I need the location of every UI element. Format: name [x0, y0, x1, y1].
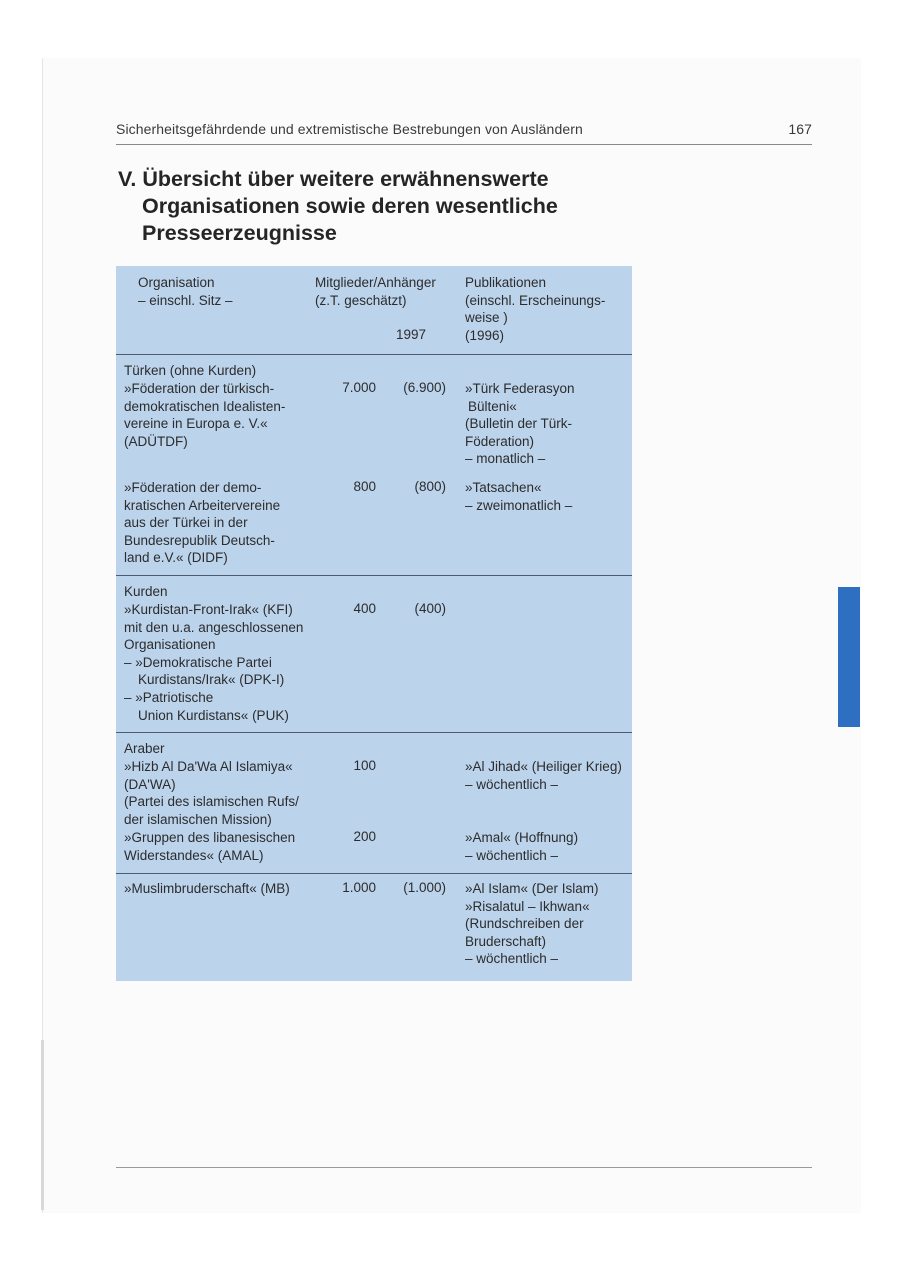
pub-adutdf: [465, 380, 575, 468]
org-kfi: [124, 601, 303, 724]
org-dawa: [124, 758, 299, 828]
members-1997: 7.000: [342, 380, 376, 395]
pub-line: »Al Islam« (Der Islam): [465, 881, 599, 896]
pub-didf: [465, 479, 572, 514]
header-col3-line: (1996): [465, 327, 505, 343]
pub-dawa: [465, 758, 622, 793]
pub-line: »Al Jihad« (Heiliger Krieg): [465, 759, 622, 774]
header-col1-line: Organisation: [138, 275, 215, 290]
pub-line: – zweimonatlich –: [465, 497, 573, 513]
table-rule-mb: [116, 873, 632, 874]
org-line: – »Demokratische Partei: [124, 654, 272, 670]
org-line: demokratischen Idealisten-: [124, 398, 286, 414]
title-line-2: Organisationen sowie deren wesentliche: [142, 194, 558, 218]
header-rule: [116, 144, 812, 145]
org-line: der islamischen Mission): [124, 811, 272, 827]
pub-line: Bruderschaft): [465, 933, 547, 949]
running-head: [116, 121, 812, 137]
chapter-thumb-tab: [838, 587, 860, 727]
org-mb: [124, 880, 290, 898]
pub-line: »Türk Federasyon: [465, 381, 575, 396]
org-line: Widerstandes« (AMAL): [124, 847, 264, 863]
running-head-text: Sicherheitsgefährdende und extremistische Bestrebungen von Ausländern: [116, 121, 583, 137]
table-rule-kurden: [116, 575, 632, 576]
section-heading-araber: Araber: [124, 741, 165, 756]
pub-line: Bülteni«: [468, 398, 517, 414]
members-prev: (6.900): [403, 380, 446, 395]
pub-line: Föderation): [465, 433, 535, 449]
org-line: (DA'WA): [124, 776, 176, 792]
org-line: (Partei des islamischen Rufs/: [124, 794, 299, 810]
org-didf: [124, 479, 280, 567]
members-1997: 400: [353, 601, 376, 616]
header-organisation: [138, 274, 233, 309]
header-col3-line: Publikationen: [465, 275, 547, 290]
header-col1-line: – einschl. Sitz –: [138, 292, 233, 308]
org-line: vereine in Europa e. V.«: [124, 416, 268, 432]
header-col2-line: Mitglieder/Anhänger: [315, 275, 436, 290]
title-line-3: Presseerzeugnisse: [142, 221, 337, 245]
pub-amal: [465, 829, 578, 864]
org-line: »Kurdistan-Front-Irak« (KFI): [124, 602, 293, 617]
section-heading-tuerken: Türken (ohne Kurden): [124, 363, 257, 378]
org-line: »Gruppen des libanesischen: [124, 830, 296, 845]
pub-line: – wöchentlich –: [465, 847, 559, 863]
org-line: »Föderation der türkisch-: [124, 381, 275, 396]
org-line: mit den u.a. angeschlossenen: [124, 619, 304, 635]
title-line-1: V. Übersicht über weitere erwähnenswerte: [118, 167, 549, 191]
header-year: 1997: [395, 327, 426, 342]
org-adutdf: [124, 380, 285, 450]
members-prev: (1.000): [403, 880, 446, 895]
pub-line: (Bulletin der Türk-: [465, 416, 573, 432]
org-line: kratischen Arbeitervereine: [124, 497, 281, 513]
pub-mb: [465, 880, 599, 968]
members-1997: 200: [353, 829, 376, 844]
header-members: [315, 274, 436, 309]
page-number: 167: [788, 121, 812, 137]
pub-line: »Amal« (Hoffnung): [465, 830, 579, 845]
header-col3-line: weise ): [465, 310, 508, 326]
org-line: Organisationen: [124, 637, 216, 653]
org-line: aus der Türkei in der: [124, 515, 248, 531]
org-line: Kurdistans/Irak« (DPK-I): [138, 672, 285, 688]
pub-line: – wöchentlich –: [465, 776, 559, 792]
pub-line: »Risalatul – Ikhwan«: [465, 898, 590, 914]
org-line: Union Kurdistans« (PUK): [138, 707, 289, 723]
header-publications: [465, 274, 605, 344]
org-line: Bundesrepublik Deutsch-: [124, 532, 275, 548]
header-col3-line: (einschl. Erscheinungs-: [465, 292, 606, 308]
members-prev: (400): [414, 601, 446, 616]
org-line: – »Patriotische: [124, 689, 214, 705]
members-1997: 100: [353, 758, 376, 773]
org-line: »Hizb Al Da'Wa Al Islamiya«: [124, 759, 293, 774]
header-col2-line: (z.T. geschätzt): [315, 292, 407, 308]
members-1997: 1.000: [342, 880, 376, 895]
scan-edge-mark: [41, 1040, 44, 1210]
table-rule-header: [116, 354, 632, 355]
org-amal: [124, 829, 295, 864]
org-line: »Föderation der demo-: [124, 480, 262, 495]
org-line: (ADÜTDF): [124, 433, 188, 449]
org-line: »Muslimbruderschaft« (MB): [124, 881, 290, 896]
members-1997: 800: [353, 479, 376, 494]
pub-line: »Tatsachen«: [465, 480, 542, 495]
pub-line: – monatlich –: [465, 451, 546, 467]
pub-line: – wöchentlich –: [465, 951, 559, 967]
org-line: land e.V.« (DIDF): [124, 550, 228, 566]
table-rule-araber: [116, 732, 632, 733]
section-title: [118, 166, 738, 247]
section-heading-kurden: Kurden: [124, 584, 168, 599]
members-prev: (800): [414, 479, 446, 494]
pub-line: (Rundschreiben der: [465, 916, 584, 932]
footer-rule: [116, 1167, 812, 1168]
